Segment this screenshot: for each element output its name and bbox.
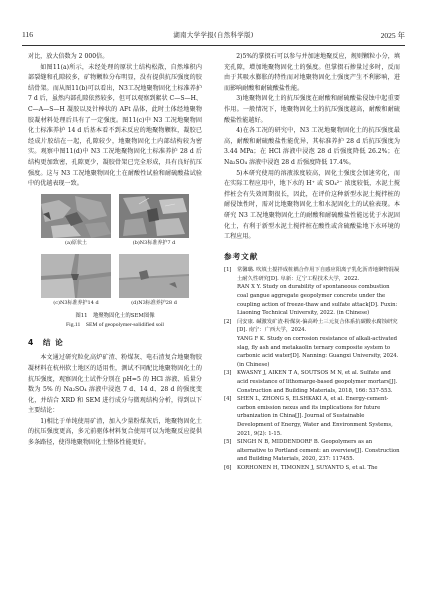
journal-year: 2025 年 <box>380 31 405 40</box>
reference-item: [1] 常馨璐. 吹填土搅拌成桩耦合作用下自感应阳离子乳化沥青地聚物混凝土耐久性研究[D]. 阜新：辽宁工程技术大学，2022. <box>224 267 400 282</box>
section-title: 4 结 论 <box>28 337 64 347</box>
left-column <box>28 52 202 449</box>
right-column <box>224 52 400 473</box>
header-rule <box>22 45 405 46</box>
journal-title: 湖南大学学报(自然科学版) <box>173 31 254 39</box>
reference-item: [3] KWASNY J, AIKEN T A, SOUTSOS M N, et al. Sulfate and acid resistance of lithomarge-based geopolymer mortars[J]. Construction and Building Materials, 2018, 166: 537-553. <box>224 370 398 394</box>
paragraph: 2)5%的掌掇石可以参与并加速地聚反应，规则颗粒小分，填充孔隙，增加地聚物固化土的强度。但掌掇石掺量过多时，反而由于其吸水膨胀的特性而对地聚物固化土强度产生不利影响，进而影响耐酸和耐硫酸盐性能。 <box>224 53 400 92</box>
references-title: 参考文献 <box>224 251 259 261</box>
figure-caption-en: Fig.11 SEM of geopolymer-solidified soil <box>66 321 164 328</box>
sem-image-c <box>41 254 111 298</box>
reference-item: RAN X Y. Study on durability of spontaneous combustion coal gangue aggregate geopolymer concrete under the coupling action of freeze-thaw and sulfate attack[D]. Fuxin: Liaoning Technical University, 2022. (in Chinese) <box>237 284 398 317</box>
sem-label-d: (d)N3标准养护28 d <box>131 299 177 306</box>
reference-item: YANG F K. Study on corrosion resistance of alkali-activated slag, fly ash and metakaolin ternary composite system to carbonic acid water[D]. Nanning: Guangxi University, 2024. (in Chinese) <box>237 336 399 368</box>
reference-item: [4] SHEN L, ZHONG S, ELSHKAKI A, et al. Energy-cement-carbon emission nexus and its implications for future urbanization in China[J]. Journal of Sustainable Development of Energy, Water and Environment Systems, 2021, 9(2): 1-15. <box>224 396 393 437</box>
paragraph: 本文通过研究粒化高炉矿渣、粉煤灰、电石渣复合地聚物胶凝材料在杭州软土地区的适用性，测试不同配比地聚物固化土的抗压强度，观察固化土试件分别在 pH=5 的 HCl 溶液、质量分数为 5% 的 Na₂SO₄ 溶液中浸泡 7 d、14 d、28 d 的强度变化，并结合 XRD 和 SEM 进行成分与微观结构分析，得到以下主要结论： <box>28 354 202 415</box>
sem-figure <box>41 194 189 384</box>
sem-label-a: (a)原状土 <box>65 239 87 246</box>
reference-item: [6] KORHONEN H, TIMONEN J, SUYANTO S, et al. The <box>224 464 378 471</box>
paragraph: 对比，放大倍数为 2 000倍。 <box>28 53 109 60</box>
paragraph: 4)在各工况的研究中，N3 工况地聚物固化土的抗压强度最高，耐酸和耐硫酸盐性能优异，其标准养护 28 d 后抗压强度为 3.44 MPa；在 HCl 溶液中浸泡 28 d 后强度降低 26.2%；在 Na₂SO₄ 溶液中浸泡 28 d 后强度降低 17.4%。 <box>224 127 400 166</box>
paragraph: 如图11(a)所示，未经处理的原状土结构松散，自然堆积内部裂缝和孔隙较多，矿物颗粒分布明显，没有提供抗压强度的胶结骨架。而从图11(b)可以看出，N3工况地聚物固化土标准养护 7 d 后，虽然内部孔隙依然较多，但可以观察到絮状 C—S—H、C—A—S—H 凝胶以及针棒状的 AFt 晶体，此时土体经地聚物胶凝材料处理后具有了一定强度。图11(c)中 N3 工况地聚物固化土标准养护 14 d 后基本看不到未反应的地聚物颗粒，凝胶已经成片胶结在一起，孔隙较少，地聚物固化土内部结构较为密实。观察中图11(d)中 N3 工况地聚物固化土标准养护 28 d 后结构更加致密，孔隙更少，凝胶骨架已完全形成，具有良好抗压强度。这与 N3 工况地聚物固化土在耐酸性试验和耐硫酸盐试验中的优越表现一致。 <box>28 63 202 188</box>
reference-list <box>224 266 400 472</box>
sem-image-d <box>119 254 189 298</box>
paragraph: 3)地聚物固化土的抗压强度在耐酸和耐硫酸盐侵蚀中起重要作用。一般情况下，地聚物固化土的抗压强度越高，耐酸和耐硫酸盐性能越好。 <box>224 95 400 124</box>
sem-label-b: (b)N3标准养护7 d <box>132 239 176 246</box>
paragraph: 5)本研究使用的溶液浓度较高，固化土强度会加速劣化，而在实际工程应用中，地下水的 H⁺ 或 SO₄²⁻ 浓度较低，水泥土搅拌桩会有失效周期很长，因此，在评价这种新型水泥土搅拌桩的耐侵蚀性时，需对比地聚物固化土和水泥固化土的试验表现。本研究 N3 工况地聚物固化土的耐酸和耐硫酸盐性能远优于水泥固化土，有利于新型水泥土搅拌桩在酸性或含硫酸盐地下水环境的工程应用。 <box>224 169 400 241</box>
paragraph: 1)相比于单纯使用矿渣，加入少量粉煤灰后，地聚物固化土的抗压强度更高，多元前驱体材料复合使用可以为地聚反应提供多条路径，使得地聚物固化土整体性能更好。 <box>28 417 202 447</box>
reference-item: [2] 闫安康. 碱激发矿渣-粉煤灰-偏高岭土三元复合体系抗碳酸水腐蚀研究[D]. 南宁：广西大学，2024. <box>224 318 398 334</box>
page-number: 116 <box>22 30 33 39</box>
page-header <box>22 30 405 44</box>
reference-item: [5] SINGH N B, MIDDENDORF B. Geopolymers as an alternative to Portland cement: an overview[J]. Construction and Building Materials, 2020, 237: 117455. <box>224 439 400 463</box>
figure-caption: 图11 地聚物固化土的SEM图像 <box>75 312 155 319</box>
sem-image-b <box>119 194 189 238</box>
sem-image-a <box>41 194 111 238</box>
sem-label-c: (c)N3标准养护14 d <box>53 299 99 306</box>
